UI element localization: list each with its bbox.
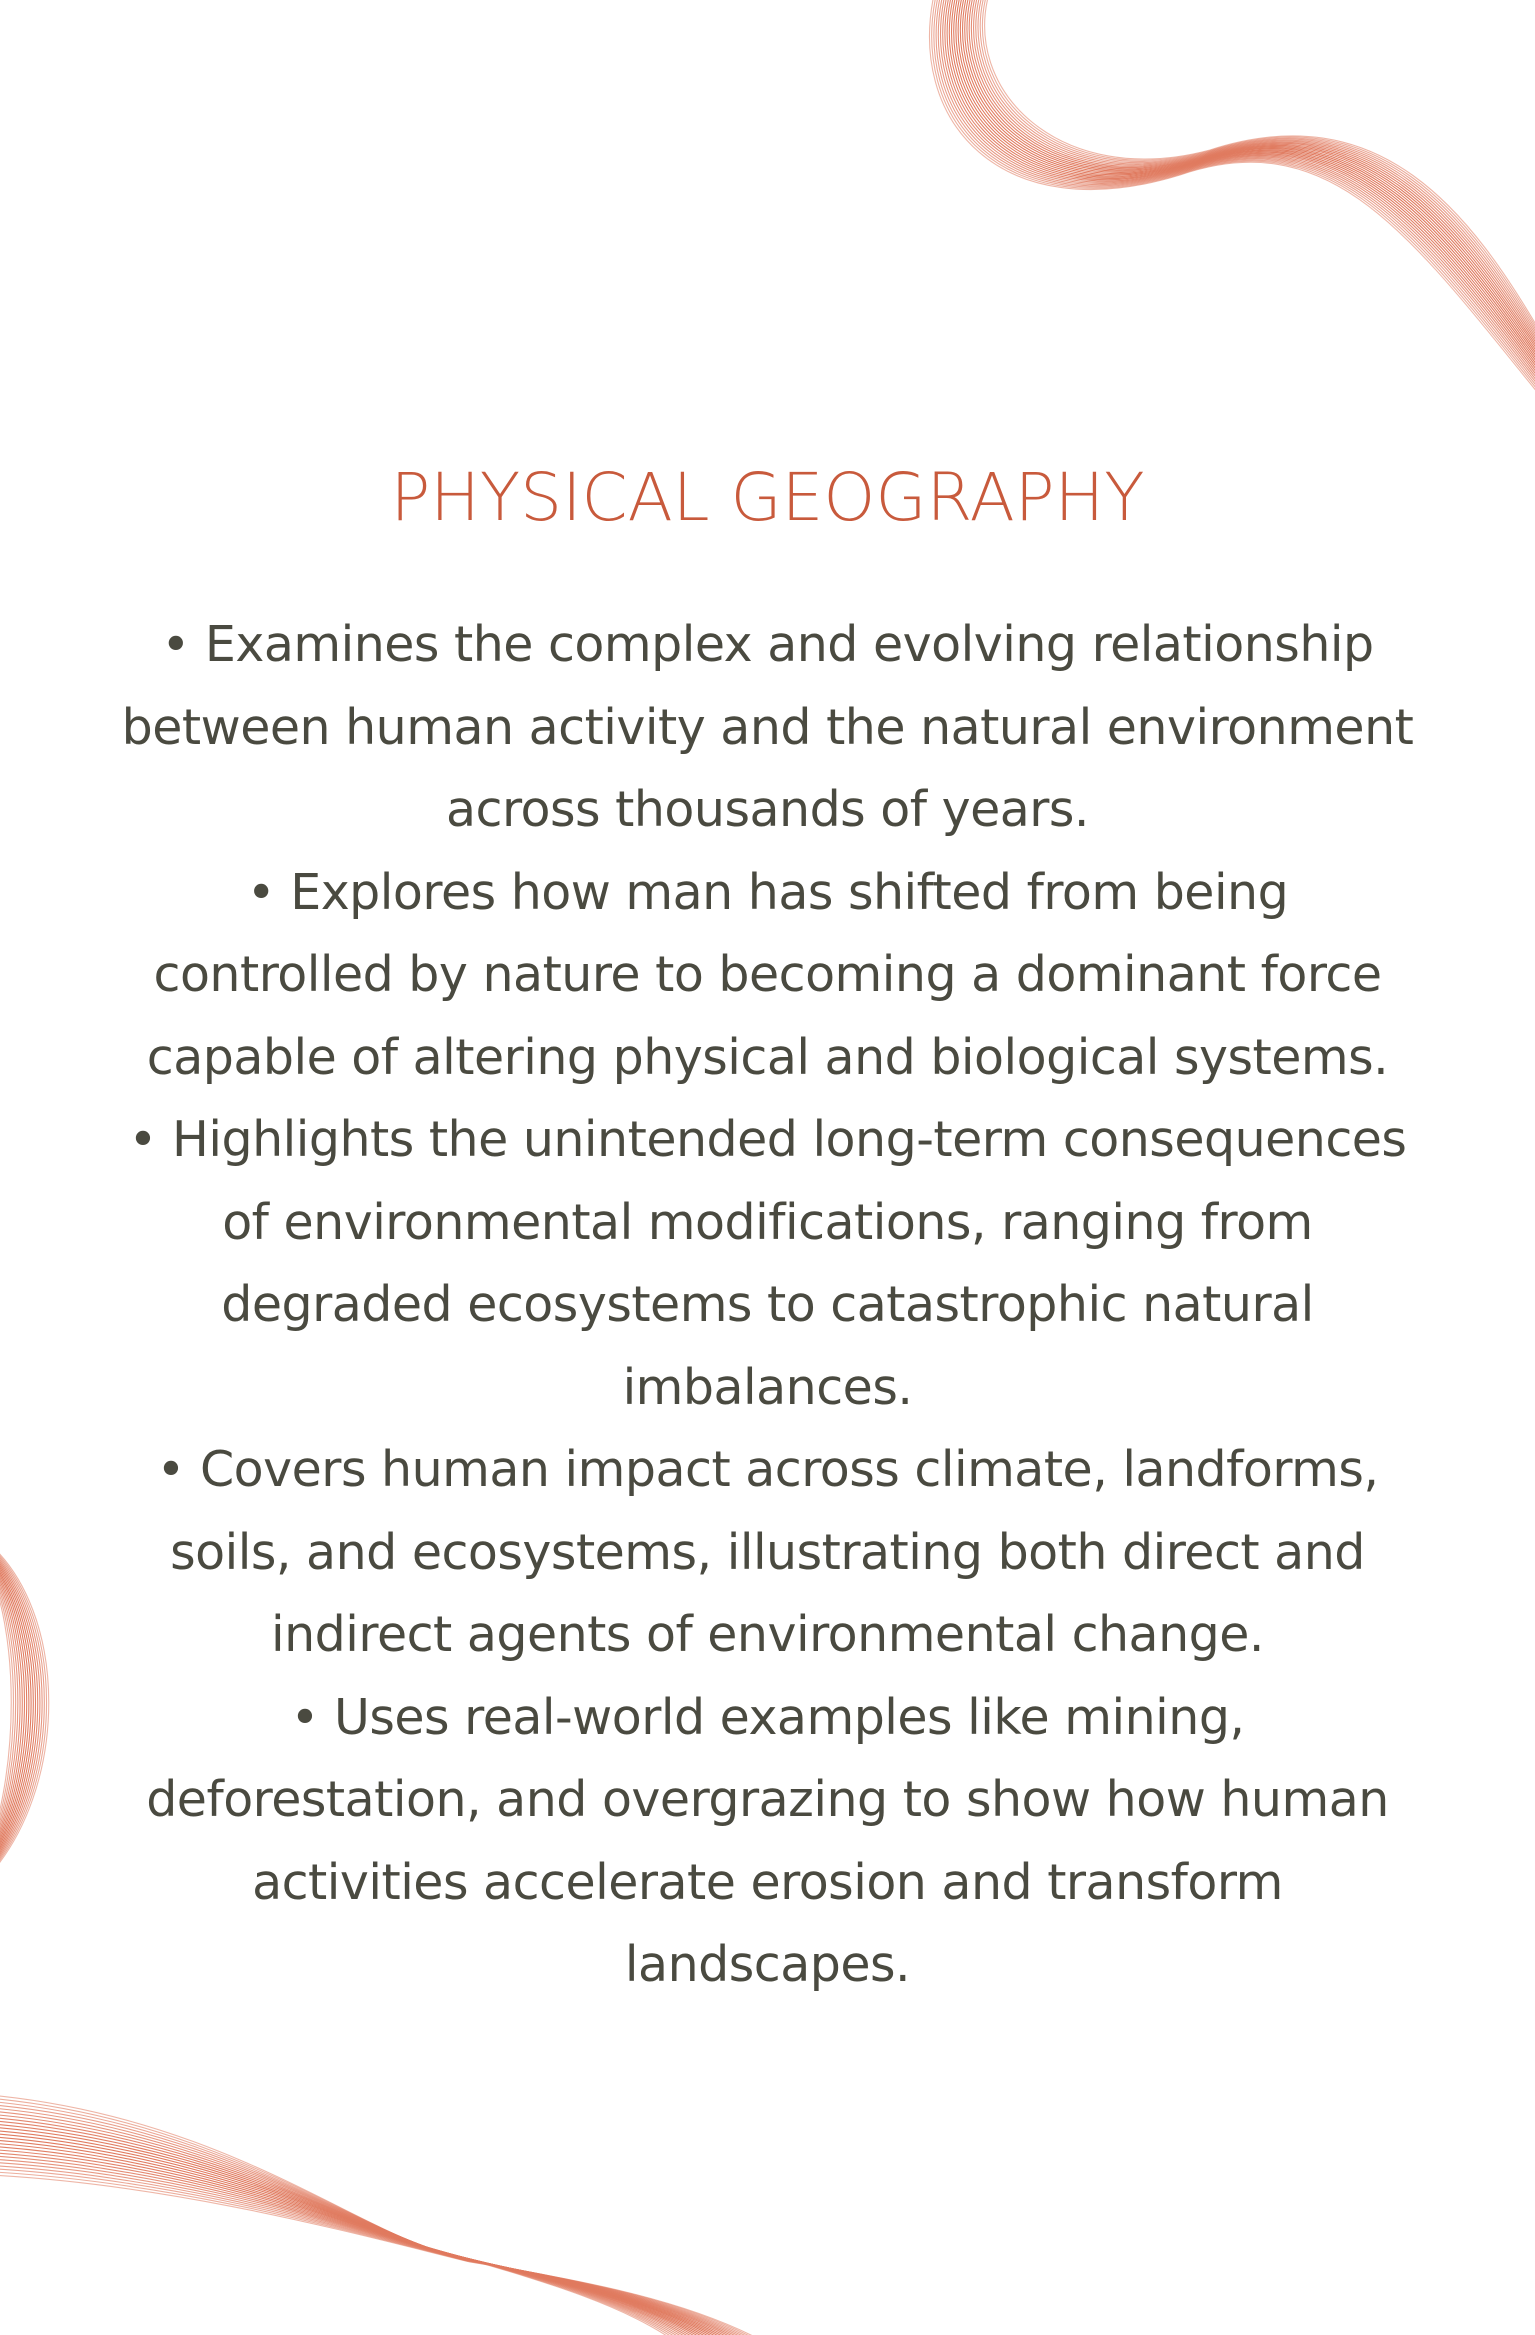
wave-line	[0, 2124, 712, 2335]
text-line: landscapes.	[624, 1936, 911, 1993]
top-right-wave	[930, 0, 1535, 420]
wave-line	[0, 2140, 730, 2335]
text-line: activities accelerate erosion and transform	[252, 1853, 1283, 1911]
wave-line	[0, 2146, 738, 2335]
wave-line	[0, 2098, 684, 2335]
wave-line	[971, 0, 1535, 359]
text-line: controlled by nature to becoming a dominant force	[153, 946, 1382, 1003]
text-line: between human activity and the natural environment	[121, 698, 1414, 756]
wave-line	[0, 1554, 22, 1866]
wave-line	[0, 2153, 745, 2335]
description-text	[60, 604, 1475, 2007]
wave-line	[0, 2121, 709, 2335]
wave-line	[956, 0, 1535, 382]
wave-line	[943, 0, 1535, 401]
text-line: degraded ecosystems to catastrophic natural	[221, 1276, 1314, 1333]
wave-line	[0, 2159, 752, 2335]
left-wave	[0, 1540, 49, 1880]
wave-line	[0, 1552, 27, 1868]
wave-line	[930, 0, 1535, 420]
wave-line	[0, 2108, 694, 2335]
text-line: • Highlights the unintended long-term consequences	[128, 1111, 1407, 1168]
text-line: • Covers human impact across climate, landforms,	[156, 1441, 1379, 1498]
wave-line	[954, 0, 1535, 385]
wave-line	[0, 1540, 49, 1880]
wave-line	[934, 0, 1535, 414]
wave-line	[945, 0, 1535, 398]
wave-line	[0, 2156, 748, 2335]
wave-line	[0, 1556, 18, 1863]
wave-line	[978, 0, 1535, 350]
text-line: deforestation, and overgrazing to show how human	[146, 1771, 1389, 1828]
wave-line	[0, 2137, 727, 2335]
wave-line	[958, 0, 1535, 378]
wave-line	[0, 1541, 47, 1879]
wave-line	[0, 2165, 759, 2335]
wave-line	[0, 2143, 734, 2335]
wave-line	[0, 1546, 38, 1874]
wave-line	[952, 0, 1535, 388]
text-line: capable of altering physical and biological systems.	[146, 1028, 1389, 1086]
wave-line	[949, 0, 1535, 391]
wave-line	[0, 2172, 766, 2335]
wave-line	[976, 0, 1535, 353]
wave-line	[967, 0, 1535, 366]
bottom-left-wave	[0, 2095, 770, 2335]
wave-line	[0, 2095, 680, 2335]
wave-line	[0, 2149, 741, 2335]
page-title: PHYSICAL GEOGRAPHY	[390, 459, 1145, 536]
wave-line	[0, 1551, 29, 1870]
wave-line	[985, 0, 1535, 340]
wave-line	[0, 1560, 11, 1860]
wave-line	[0, 2114, 702, 2335]
wave-line	[0, 2101, 687, 2335]
wave-line	[0, 2162, 756, 2335]
text-line: • Uses real-world examples like mining,	[290, 1688, 1245, 1746]
wave-line	[0, 1559, 13, 1861]
wave-line	[0, 1542, 44, 1877]
wave-line	[0, 2169, 763, 2335]
wave-line	[0, 1549, 31, 1870]
wave-line	[980, 0, 1535, 346]
wave-line	[0, 2133, 723, 2335]
wave-line	[0, 2111, 698, 2335]
wave-line	[0, 1544, 42, 1877]
wave-line	[0, 1553, 24, 1867]
wave-line	[938, 0, 1535, 407]
text-line: indirect agents of environmental change.	[271, 1606, 1264, 1663]
wave-line	[0, 2175, 770, 2335]
wave-line	[965, 0, 1535, 369]
text-line: imbalances.	[622, 1358, 913, 1416]
wave-line	[0, 1558, 16, 1863]
wave-line	[947, 0, 1535, 394]
text-line: of environmental modifications, ranging from	[222, 1193, 1313, 1251]
text-line: • Examines the complex and evolving relationship	[161, 616, 1374, 673]
text-line: • Explores how man has shifted from being	[246, 863, 1289, 921]
wave-line	[941, 0, 1535, 404]
text-line: soils, and ecosystems, illustrating both direct and	[170, 1523, 1365, 1581]
wave-line	[960, 0, 1535, 375]
wave-line	[0, 1547, 36, 1873]
wave-line	[0, 1555, 20, 1864]
wave-line	[982, 0, 1535, 343]
wave-line	[0, 1548, 33, 1872]
wave-line	[963, 0, 1535, 372]
wave-line	[0, 1545, 40, 1876]
wave-line	[969, 0, 1535, 362]
wave-line	[974, 0, 1535, 356]
wave-line	[932, 0, 1535, 417]
text-line: across thousands of years.	[446, 781, 1089, 838]
wave-line	[0, 2105, 691, 2335]
wave-line	[0, 2130, 720, 2335]
wave-line	[936, 0, 1535, 410]
wave-line	[0, 2117, 705, 2335]
wave-line	[0, 2127, 716, 2335]
